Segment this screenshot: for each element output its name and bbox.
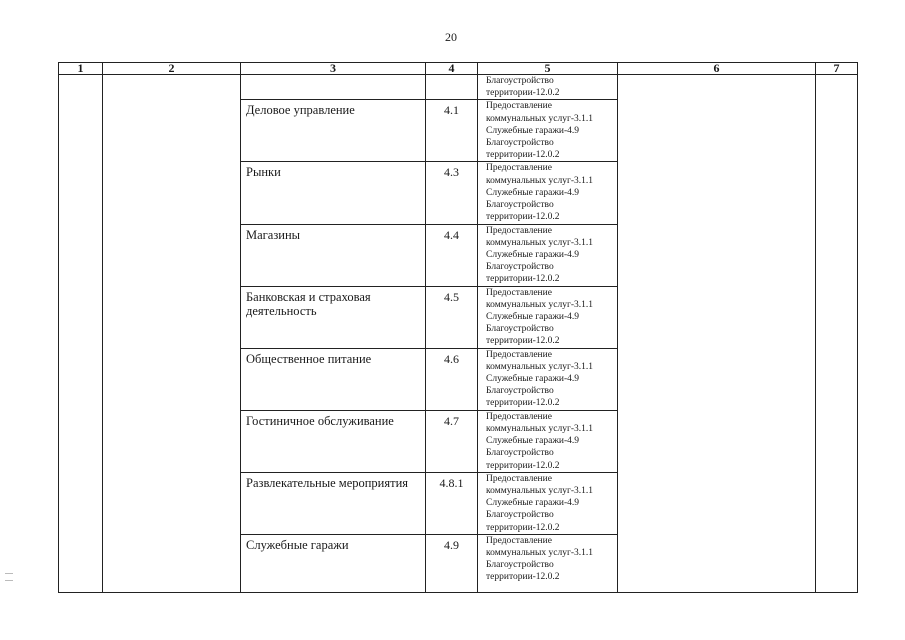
- header-col-5: 5: [478, 63, 618, 75]
- cell-aux: [478, 534, 618, 592]
- aux-line: Служебные гаражи-4.9: [486, 187, 580, 198]
- header-col-4: 4: [426, 63, 478, 75]
- aux-line: территории-12.0.2: [486, 212, 560, 223]
- aux-line: Служебные гаражи-4.9: [486, 125, 580, 136]
- cell-col-1: [59, 75, 103, 593]
- cell-aux: [478, 286, 618, 348]
- cell-aux: [478, 100, 618, 162]
- header-col-1: 1: [59, 63, 103, 75]
- cell-code: [426, 75, 478, 100]
- zoning-table: [58, 62, 858, 593]
- aux-line: Предоставление: [486, 163, 552, 174]
- aux-line: Предоставление: [486, 101, 552, 112]
- aux-line: Служебные гаражи-4.9: [486, 498, 580, 509]
- cell-name: Банковская и страховая деятельность: [241, 286, 426, 348]
- header-col-6: 6: [618, 63, 816, 75]
- cell-name: Служебные гаражи: [241, 534, 426, 592]
- aux-line: Благоустройство: [486, 262, 554, 273]
- cell-aux: [478, 410, 618, 472]
- cell-name: Гостиничное обслуживание: [241, 410, 426, 472]
- cell-aux: [478, 162, 618, 224]
- cell-code: 4.6: [426, 348, 478, 410]
- aux-line: Благоустройство: [486, 138, 554, 149]
- table-row-continuation: [59, 75, 858, 100]
- aux-line: Предоставление: [486, 287, 552, 298]
- aux-line: коммунальных услуг-3.1.1: [486, 423, 594, 434]
- aux-line: Благоустройство: [486, 386, 554, 397]
- aux-line: территории-12.0.2: [486, 460, 560, 471]
- aux-line: Служебные гаражи-4.9: [486, 249, 580, 260]
- aux-line: коммунальных услуг-3.1.1: [486, 113, 594, 124]
- cell-name: Развлекательные мероприятия: [241, 472, 426, 534]
- aux-line: коммунальных услуг-3.1.1: [486, 486, 594, 496]
- cell-col-7: [816, 75, 858, 593]
- header-col-2: 2: [103, 63, 241, 75]
- cell-col-6: [618, 75, 816, 593]
- aux-line: территории-12.0.2: [486, 88, 560, 99]
- aux-line: Благоустройство: [486, 448, 554, 459]
- cell-name: Общественное питание: [241, 348, 426, 410]
- header-col-3: 3: [241, 63, 426, 75]
- header-row: [59, 63, 858, 75]
- page-number: 20: [445, 30, 457, 44]
- aux-line: Предоставление: [486, 411, 552, 422]
- cell-code: 4.4: [426, 224, 478, 286]
- aux-line: Предоставление: [486, 473, 552, 484]
- aux-line: Служебные гаражи-4.9: [486, 312, 580, 323]
- aux-line: территории-12.0.2: [486, 336, 560, 347]
- aux-line: Благоустройство: [486, 560, 554, 571]
- cell-code: 4.7: [426, 410, 478, 472]
- header-col-7: 7: [816, 63, 858, 75]
- cell-code: 4.1: [426, 100, 478, 162]
- aux-line: территории-12.0.2: [486, 274, 560, 285]
- aux-line: Предоставление: [486, 225, 552, 236]
- cell-code: 4.5: [426, 286, 478, 348]
- aux-line: коммунальных услуг-3.1.1: [486, 175, 594, 186]
- aux-line: коммунальных услуг-3.1.1: [486, 299, 594, 310]
- aux-line: Благоустройство: [486, 200, 554, 211]
- aux-line: территории-12.0.2: [486, 398, 560, 409]
- aux-line: Благоустройство: [486, 324, 554, 335]
- aux-line: Предоставление: [486, 349, 552, 360]
- cell-code: 4.3: [426, 162, 478, 224]
- aux-line: Предоставление: [486, 535, 552, 546]
- cell-code: 4.8.1: [426, 472, 478, 534]
- cell-aux: [478, 348, 618, 410]
- aux-line: коммунальных услуг-3.1.1: [486, 361, 594, 372]
- aux-line: Служебные гаражи-4.9: [486, 436, 580, 447]
- cell-aux: [478, 75, 618, 100]
- cell-aux: [478, 224, 618, 286]
- scan-artifact: [5, 573, 13, 574]
- cell-aux: [478, 472, 618, 534]
- aux-line: Служебные гаражи-4.9: [486, 374, 580, 385]
- aux-line: территории-12.0.2: [486, 572, 560, 583]
- cell-code: 4.9: [426, 534, 478, 592]
- aux-line: территории-12.0.2: [486, 150, 560, 161]
- aux-line: Благоустройство: [486, 76, 554, 86]
- cell-name: [241, 75, 426, 100]
- cell-name: Деловое управление: [241, 100, 426, 162]
- cell-name: Рынки: [241, 162, 426, 224]
- aux-line: коммунальных услуг-3.1.1: [486, 548, 594, 559]
- aux-line: коммунальных услуг-3.1.1: [486, 237, 594, 248]
- scan-artifact: [5, 580, 13, 581]
- cell-name: Магазины: [241, 224, 426, 286]
- aux-line: территории-12.0.2: [486, 522, 560, 533]
- cell-col-2: [103, 75, 241, 593]
- aux-line: Благоустройство: [486, 510, 554, 521]
